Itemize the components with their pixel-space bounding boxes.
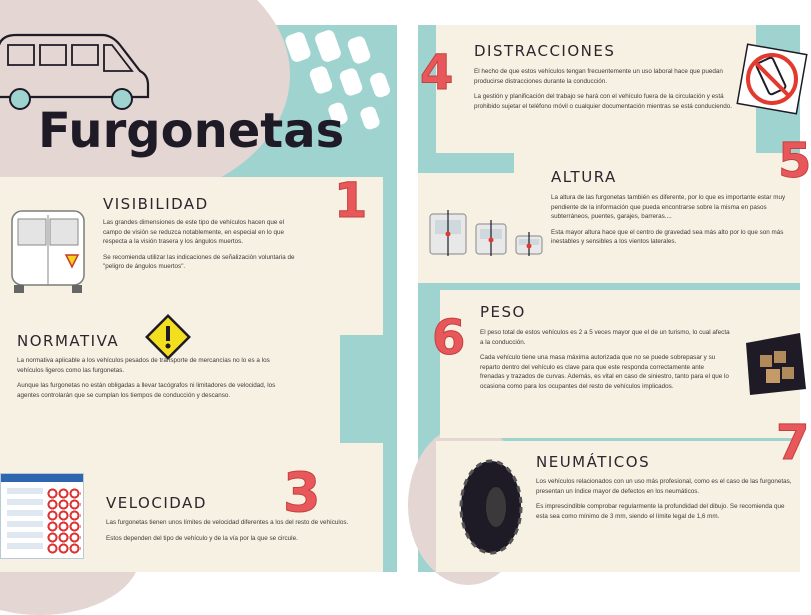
section-body (106, 518, 356, 549)
paragraph: Las grandes dimensiones de este tipo de vehículos hacen que el campo de visión se reduzca notablemente, en especial en lo que respecta a la visión trasera y los ángulos muertos. (103, 219, 284, 246)
section-number: 3 (283, 461, 321, 524)
right-poster-page (418, 25, 811, 572)
paragraph: Estos dependen del tipo de vehículo y de la vía por la que se circule. (106, 534, 298, 542)
section-number: 7 (776, 415, 810, 471)
decor-pill (359, 105, 382, 131)
paragraph: La altura de las furgonetas también es diferente, por lo que es importante estar muy pendiente de la información que pueda encontrarse sobre la misma en pasos subterráneos, puentes, garajes, barreras.... (551, 194, 786, 221)
no-phone-sign-icon (740, 47, 804, 111)
paragraph: Esta mayor altura hace que el centro de gravedad sea más alto por lo que son más inestables y sensibles a los vientos laterales. (551, 228, 784, 246)
section-body (551, 193, 796, 253)
paragraph: Los vehículos relacionados con un uso más profesional, como es el caso de las furgonetas, presentan un índice mayor de defectos en los neumáticos. (536, 478, 792, 495)
section-number: 4 (420, 45, 454, 101)
paragraph: El hecho de que estos vehículos tengan frecuentemente un uso laboral hace que puedan producirse distracciones durante la conducción. (474, 68, 723, 85)
section-body (17, 356, 297, 406)
section-number: 1 (334, 173, 368, 229)
vehicle-height-comparison-icon (428, 210, 546, 260)
section-body (474, 67, 744, 117)
section-heading: VELOCIDAD (106, 494, 207, 512)
section-body (536, 477, 796, 527)
section-body (103, 218, 303, 278)
paragraph: La normativa aplicable a los vehículos pesados de transporte de mercancías no lo es a los vehículos ligeros como las furgonetas. (17, 357, 270, 374)
section-heading: PESO (480, 303, 526, 321)
section-heading: ALTURA (551, 168, 617, 186)
paragraph: Es imprescindible comprobar regularmente la profundidad del dibujo. Se recomienda que esta sea como mínimo de 3 mm, siendo el límite legal de 1,6 mm. (536, 503, 785, 520)
decor-pill (308, 65, 334, 96)
section-heading: NORMATIVA (17, 332, 120, 350)
section-body (480, 328, 730, 398)
paragraph: Aunque las furgonetas no están obligadas a llevar tacógrafos ni limitadores de velocidad, los agentes controlarán que se cumplan los tiempos de conducción y descanso. (17, 382, 276, 399)
paragraph: Cada vehículo tiene una masa máxima autorizada que no se puede sobrepasar y su reparto dentro del vehículo es clave para que este responda correctamente ante frenadas y trazados de curvas. Además, es vital en caso de siniestro, tanto para el que lo ocasiona como para los ocupantes del resto de vehículos implicados. (480, 354, 729, 390)
decor-pill (313, 28, 342, 63)
section-heading: DISTRACCIONES (474, 42, 616, 60)
section-number: 6 (432, 310, 466, 366)
decor-pill (346, 35, 372, 66)
section-heading: NEUMÁTICOS (536, 453, 651, 471)
section-heading: VISIBILIDAD (103, 195, 209, 213)
decor-pill (368, 71, 391, 99)
tire-icon (456, 457, 526, 557)
warning-sign-icon (143, 312, 193, 362)
paragraph: El peso total de estos vehículos es 2 a 5 veces mayor que el de un turismo, lo cual afecta a la conducción. (480, 329, 730, 346)
loaded-van-icon (740, 329, 810, 399)
section-number: 5 (778, 133, 811, 189)
paragraph: Se recomienda utilizar las indicaciones de señalización voluntaria de "peligro de ángulos muertos". (103, 253, 295, 271)
decor-pill (338, 67, 364, 98)
speed-limit-table-image (0, 473, 84, 559)
van-rear-icon (8, 205, 88, 295)
paragraph: La gestión y planificación del trabajo se hará con el vehículo fuera de la circulación y está prohibido sujetar el teléfono móvil o cualquier documentación mientras se está conduciendo. (474, 93, 732, 110)
paragraph: Las furgonetas tienen unos límites de velocidad diferentes a los del resto de vehículos. (106, 519, 349, 526)
left-poster-page (0, 25, 397, 572)
page-title: Furgonetas (38, 103, 345, 159)
